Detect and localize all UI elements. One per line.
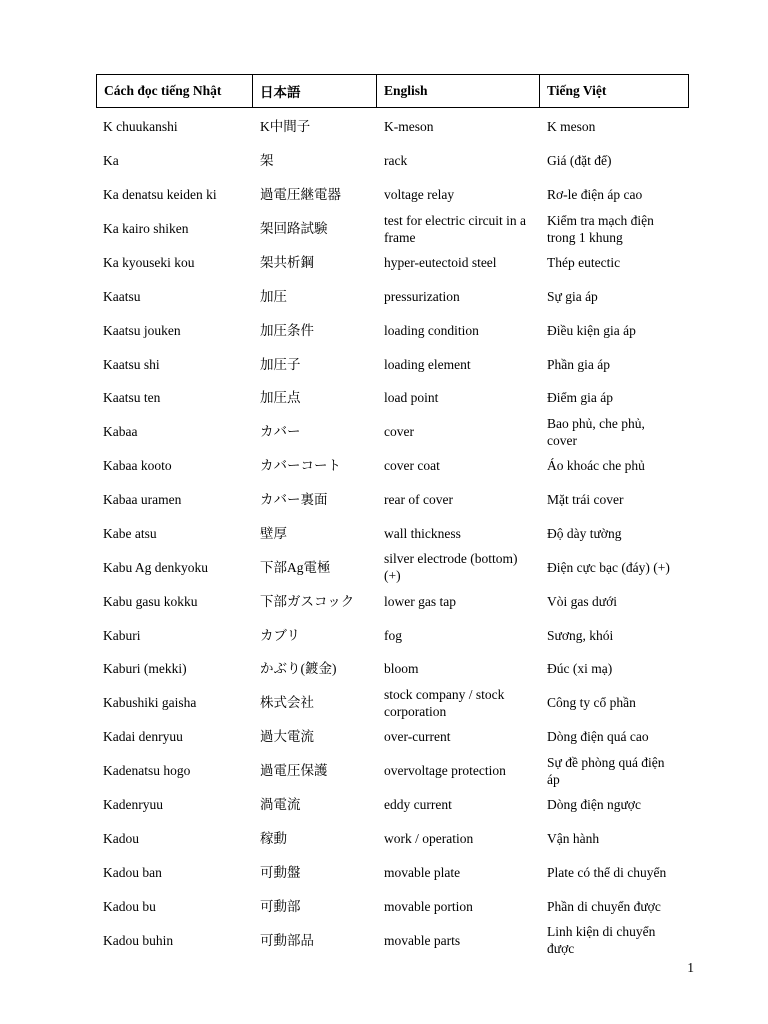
cell-japanese: 過大電流 xyxy=(260,729,314,745)
table-row xyxy=(96,720,689,754)
cell-japanese: 過電圧保護 xyxy=(260,763,328,779)
cell-vietnamese: Điện cực bạc (đáy) (+) xyxy=(547,559,670,575)
cell-romaji: Kabe atsu xyxy=(103,525,157,541)
cell-vietnamese: Sự gia áp xyxy=(547,288,598,304)
cell-romaji: Ka kairo shiken xyxy=(103,221,189,237)
cell-romaji: Kaatsu jouken xyxy=(103,322,181,338)
cell-japanese: 壁厚 xyxy=(260,525,287,541)
cell-japanese: カブリ xyxy=(260,627,300,643)
cell-english: work / operation xyxy=(384,830,474,846)
cell-romaji: Kadai denryuu xyxy=(103,729,183,745)
table-row xyxy=(96,110,689,144)
cell-japanese: 可動部品 xyxy=(260,932,314,948)
cell-english: silver electrode (bottom) (+) xyxy=(384,551,518,584)
header-english: English xyxy=(377,75,540,107)
cell-vietnamese: Điều kiện gia áp xyxy=(547,322,636,338)
cell-japanese: カバー裏面 xyxy=(260,492,328,508)
cell-vietnamese: K meson xyxy=(547,119,596,135)
table-row xyxy=(96,212,689,246)
table-row xyxy=(96,618,689,652)
cell-english: pressurization xyxy=(384,288,460,304)
cell-english: load point xyxy=(384,390,439,406)
cell-japanese: カバー xyxy=(260,424,301,440)
table-body xyxy=(96,110,689,957)
cell-japanese: 可動部 xyxy=(260,898,301,914)
cell-romaji: Kadenryuu xyxy=(103,796,163,812)
cell-romaji: Ka kyouseki kou xyxy=(103,254,195,270)
cell-japanese: 株式会社 xyxy=(260,695,314,711)
cell-english: rear of cover xyxy=(384,492,453,508)
cell-vietnamese: Độ dày tường xyxy=(547,525,622,541)
cell-romaji: Kaburi (mekki) xyxy=(103,661,187,677)
cell-japanese: 加圧条件 xyxy=(260,322,314,338)
cell-vietnamese: Sự đề phòng quá điện áp xyxy=(547,754,665,787)
cell-romaji: Ka xyxy=(103,153,119,169)
page-number: 1 xyxy=(687,960,694,975)
cell-romaji: Kabushiki gaisha xyxy=(103,695,197,711)
cell-english: movable portion xyxy=(384,898,473,914)
cell-vietnamese: Bao phủ, che phủ, cover xyxy=(547,415,645,448)
cell-japanese: 加圧点 xyxy=(260,390,301,406)
cell-romaji: Kaatsu shi xyxy=(103,356,160,372)
table-row xyxy=(96,550,689,584)
table-row xyxy=(96,652,689,686)
cell-vietnamese: Phần gia áp xyxy=(547,356,610,372)
cell-english: test for electric circuit in a frame xyxy=(384,212,527,245)
table-row xyxy=(96,279,689,313)
table-row xyxy=(96,483,689,517)
cell-japanese: 架 xyxy=(260,153,274,169)
table-row xyxy=(96,686,689,720)
cell-vietnamese: Rơ-le điện áp cao xyxy=(547,187,643,203)
cell-vietnamese: Linh kiện di chuyển được xyxy=(547,924,656,956)
cell-romaji: Kabaa uramen xyxy=(103,492,182,508)
cell-japanese: K中間子 xyxy=(260,119,311,135)
table-row xyxy=(96,788,689,822)
cell-romaji: Ka denatsu keiden ki xyxy=(103,187,217,203)
table-header-row xyxy=(96,74,689,108)
table-row xyxy=(96,889,689,923)
table-row xyxy=(96,584,689,618)
table-row xyxy=(96,517,689,551)
cell-vietnamese: Phần di chuyển được xyxy=(547,898,661,914)
table-row xyxy=(96,415,689,449)
cell-english: movable plate xyxy=(384,864,461,880)
cell-vietnamese: Điểm gia áp xyxy=(547,390,613,406)
table-row xyxy=(96,144,689,178)
cell-romaji: Kabaa kooto xyxy=(103,458,172,474)
cell-japanese: 下部Ag電極 xyxy=(260,559,331,575)
cell-vietnamese: Kiểm tra mạch điện trong 1 khung xyxy=(547,212,654,245)
cell-romaji: Kabu Ag denkyoku xyxy=(103,559,208,575)
table-row xyxy=(96,347,689,381)
table-row xyxy=(96,246,689,280)
cell-romaji: Kaburi xyxy=(103,627,141,643)
cell-english: fog xyxy=(384,627,402,643)
cell-romaji: Kadenatsu hogo xyxy=(103,763,191,779)
cell-japanese: 架共析鋼 xyxy=(260,254,314,270)
header-vietnamese: Tiếng Việt xyxy=(547,83,607,98)
cell-japanese: 可動盤 xyxy=(260,864,301,880)
glossary-table xyxy=(96,74,689,956)
cell-romaji: Kaatsu xyxy=(103,288,141,304)
cell-vietnamese: Vận hành xyxy=(547,830,600,846)
cell-japanese: かぶり(鍍金) xyxy=(260,661,337,677)
cell-english: cover xyxy=(384,424,414,440)
cell-english: hyper-eutectoid steel xyxy=(384,254,497,270)
cell-romaji: Kadou buhin xyxy=(103,932,174,948)
cell-japanese: 加圧子 xyxy=(260,356,301,372)
table-row xyxy=(96,754,689,788)
cell-english: wall thickness xyxy=(384,525,461,541)
cell-english: K-meson xyxy=(384,119,434,135)
cell-vietnamese: Giá (đặt để) xyxy=(547,153,612,169)
cell-vietnamese: Mặt trái cover xyxy=(547,492,624,508)
cell-japanese: 架回路試験 xyxy=(260,221,328,237)
cell-japanese: 渦電流 xyxy=(260,796,301,812)
cell-japanese: 稼動 xyxy=(260,830,287,846)
cell-vietnamese: Vòi gas dưới xyxy=(547,593,617,609)
cell-romaji: Kadou bu xyxy=(103,898,156,914)
cell-vietnamese: Áo khoác che phủ xyxy=(547,458,645,474)
cell-english: movable parts xyxy=(384,932,461,948)
cell-english: eddy current xyxy=(384,796,452,812)
cell-vietnamese: Dòng điện ngược xyxy=(547,796,641,812)
cell-english: bloom xyxy=(384,661,419,677)
cell-vietnamese: Dòng điện quá cao xyxy=(547,729,649,745)
cell-english: rack xyxy=(384,153,408,169)
cell-vietnamese: Đúc (xi mạ) xyxy=(547,661,613,677)
header-romaji: Cách đọc tiếng Nhật xyxy=(97,75,253,107)
cell-vietnamese: Sương, khói xyxy=(547,627,614,643)
cell-english: cover coat xyxy=(384,458,440,474)
cell-english: loading condition xyxy=(384,322,479,338)
cell-japanese: カバーコート xyxy=(260,458,341,474)
cell-english: loading element xyxy=(384,356,471,372)
cell-vietnamese: Công ty cổ phần xyxy=(547,695,636,711)
cell-romaji: Kabu gasu kokku xyxy=(103,593,198,609)
table-row xyxy=(96,923,689,957)
cell-romaji: Kaatsu ten xyxy=(103,390,161,406)
cell-english: stock company / stock corporation xyxy=(384,686,505,719)
cell-vietnamese: Thép eutectic xyxy=(547,254,621,270)
header-japanese: 日本語 xyxy=(253,75,377,107)
table-row xyxy=(96,855,689,889)
table-row xyxy=(96,381,689,415)
table-row xyxy=(96,313,689,347)
table-row xyxy=(96,178,689,212)
table-row xyxy=(96,449,689,483)
cell-japanese: 下部ガスコック xyxy=(260,593,355,609)
cell-english: lower gas tap xyxy=(384,593,456,609)
cell-japanese: 過電圧継電器 xyxy=(260,187,341,203)
cell-romaji: K chuukanshi xyxy=(103,119,178,135)
cell-vietnamese: Plate có thể di chuyển xyxy=(547,864,667,880)
cell-romaji: Kadou xyxy=(103,830,139,846)
table-row xyxy=(96,821,689,855)
cell-english: over-current xyxy=(384,729,451,745)
cell-japanese: 加圧 xyxy=(260,288,287,304)
cell-romaji: Kabaa xyxy=(103,424,138,440)
cell-romaji: Kadou ban xyxy=(103,864,162,880)
cell-english: voltage relay xyxy=(384,187,455,203)
cell-english: overvoltage protection xyxy=(384,763,506,779)
